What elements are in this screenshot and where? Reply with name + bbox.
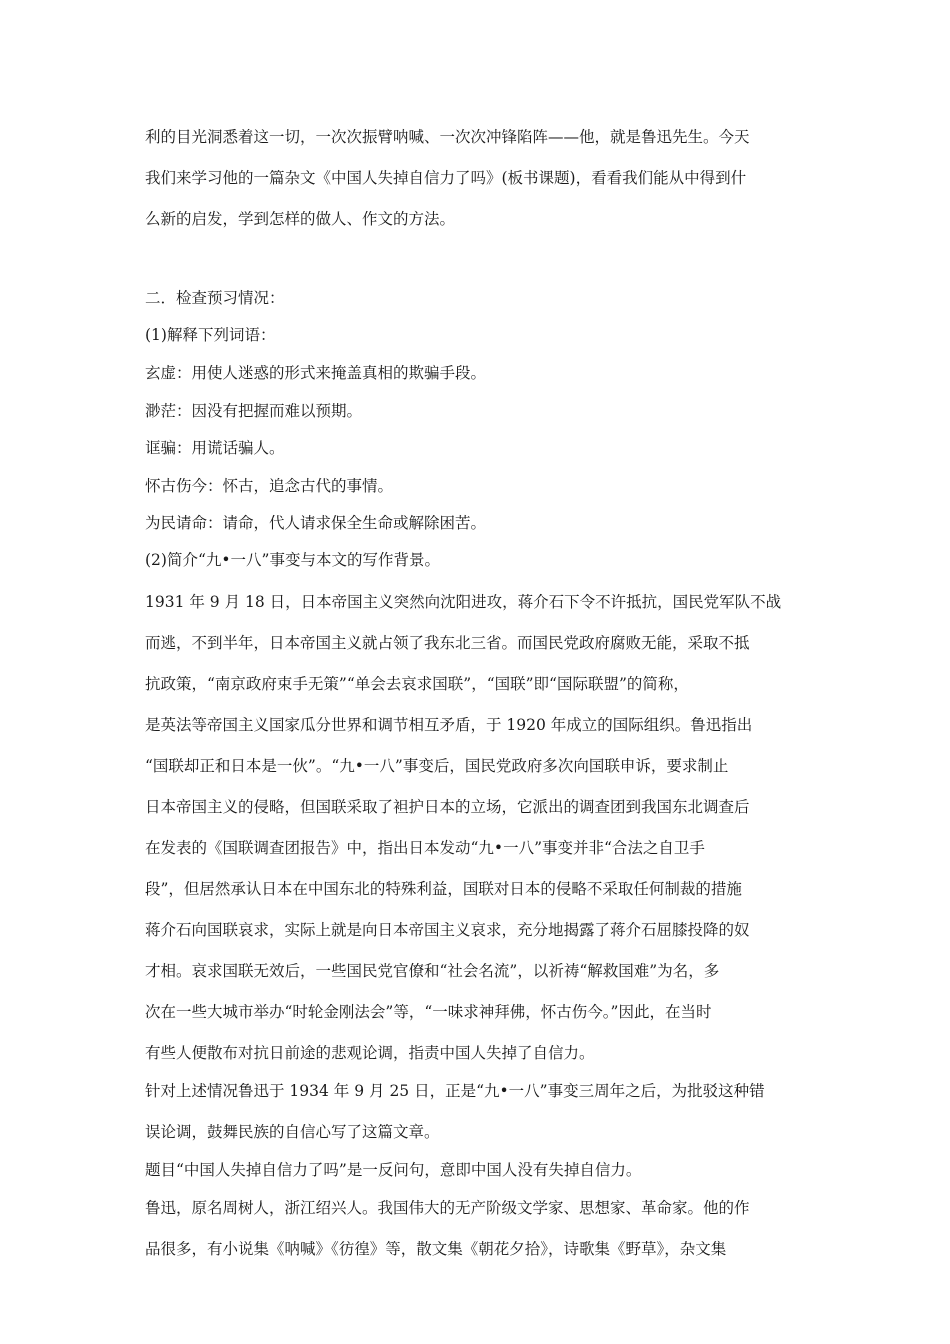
text-line: 是英法等帝国主义国家瓜分世界和调节相互矛盾，于 1920 年成立的国际组织。鲁迅指出 [145,716,753,734]
text-line: 日本帝国主义的侵略，但国联采取了袒护日本的立场，它派出的调查团到我国东北调查后 [145,798,750,816]
text-line: 有些人便散布对抗日前途的悲观论调，指责中国人失掉了自信力。 [145,1044,595,1062]
text-line: 段”，但居然承认日本在中国东北的特殊利益，国联对日本的侵略不采取任何制裁的措施 [145,880,742,898]
subsection-heading: (2)简介“九•一八”事变与本文的写作背景。 [145,551,440,569]
text-line: 鲁迅，原名周树人，浙江绍兴人。我国伟大的无产阶级文学家、思想家、革命家。他的作 [145,1199,750,1217]
subsection-heading: (1)解释下列词语： [145,326,276,344]
text-line: 我们来学习他的一篇杂文《中国人失掉自信力了吗》(板书课题)，看看我们能从中得到什 [145,169,747,187]
text-line: 误论调，鼓舞民族的自信心写了这篇文章。 [145,1123,440,1141]
text-line: 1931 年 9 月 18 日，日本帝国主义突然向沈阳进攻，蒋介石下令不许抵抗，国民党军队不战 [145,593,782,611]
text-line: 抗政策，“南京政府束手无策”“单会去哀求国联”，“国联”即“国际联盟”的简称， [145,675,689,693]
section-heading: 二．检查预习情况： [145,289,285,307]
text-line: 次在一些大城市举办“时轮金刚法会”等，“一味求神拜佛，怀古伤今。”因此，在当时 [145,1003,712,1021]
text-line: 品很多，有小说集《呐喊》《彷徨》等，散文集《朝花夕拾》，诗歌集《野草》，杂文集 [145,1240,727,1258]
text-line: “国联却正和日本是一伙”。“九•一八”事变后，国民党政府多次向国联申诉，要求制止 [145,757,729,775]
text-line: 针对上述情况鲁迅于 1934 年 9 月 25 日，正是“九•一八”事变三周年之后，为批驳这种错 [145,1082,765,1100]
vocab-definition: 为民请命：请命，代人请求保全生命或解除困苦。 [145,514,487,532]
vocab-definition: 怀古伤今：怀古，追念古代的事情。 [145,477,394,495]
vocab-definition: 渺茫：因没有把握而难以预期。 [145,402,363,420]
text-line: 在发表的《国联调查团报告》中，指出日本发动“九•一八”事变并非“合法之自卫手 [145,839,705,857]
vocab-definition: 诓骗：用谎话骗人。 [145,439,285,457]
text-line: 利的目光洞悉着这一切，一次次振臂呐喊、一次次冲锋陷阵——他，就是鲁迅先生。今天 [145,128,750,146]
text-line: 才相。哀求国联无效后，一些国民党官僚和“社会名流”，以祈祷“解救国难”为名，多 [145,962,720,980]
vocab-definition: 玄虚：用使人迷惑的形式来掩盖真相的欺骗手段。 [145,364,487,382]
text-line: 而逃，不到半年，日本帝国主义就占领了我东北三省。而国民党政府腐败无能，采取不抵 [145,634,750,652]
text-line: 题目“中国人失掉自信力了吗”是一反问句，意即中国人没有失掉自信力。 [145,1161,642,1179]
text-line: 么新的启发，学到怎样的做人、作文的方法。 [145,210,456,228]
text-line: 蒋介石向国联哀求，实际上就是向日本帝国主义哀求，充分地揭露了蒋介石屈膝投降的奴 [145,921,750,939]
